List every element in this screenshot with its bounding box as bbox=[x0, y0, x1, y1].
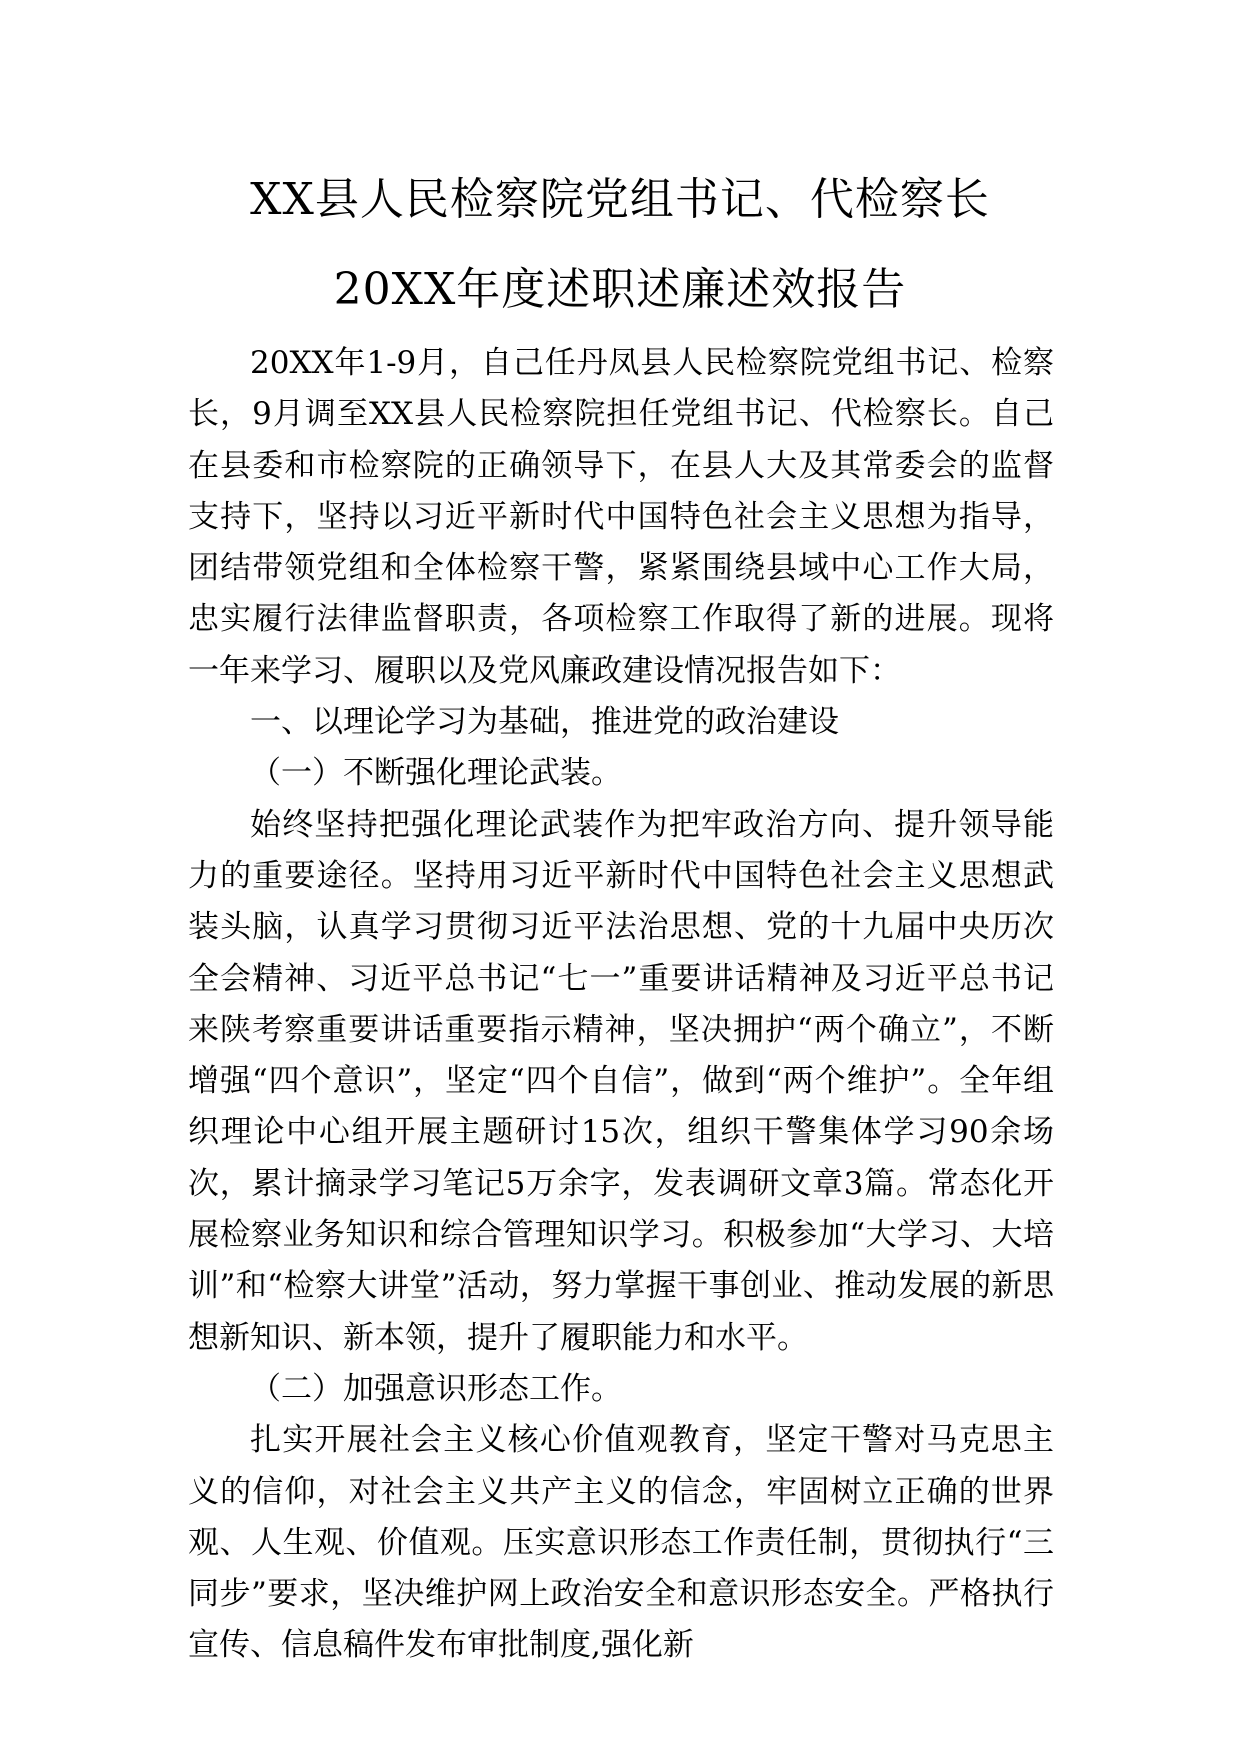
subsection-heading-2: （二）加强意识形态工作。 bbox=[250, 1370, 622, 1407]
document-title-line-2: 20XX年度述职述廉述效报告 bbox=[333, 264, 907, 315]
paragraph-ideology-work: 扎实开展社会主义核心价值观教育，坚定干警对马克思主义的信仰，对社会主义共产主义的信念，牢固树立正确的世界观、人生观、价值观。压实意识形态工作责任制，贯彻执行“三同步”要求，坚决维护网上政治安全和意识形态安全。严格执行宣传、信息稿件发布审批制度,强化新 bbox=[188, 1422, 1054, 1664]
paragraph-intro: 20XX年1-9月，自己任丹凤县人民检察院党组书记、检察长，9月调至XX县人民检察院担任党组书记、代检察长。自己在县委和市检察院的正确领导下，在县人大及其常委会的监督支持下，坚持以习近平新时代中国特色社会主义思想为指导，团结带领党组和全体检察干警，紧紧围绕县域中心工作大局，忠实履行法律监督职责，各项检察工作取得了新的进展。现将一年来学习、履职以及党风廉政建设情况报告如下： bbox=[188, 345, 1054, 689]
document-body bbox=[188, 338, 1054, 1672]
paragraph-theory-study: 始终坚持把强化理论武装作为把牢政治方向、提升领导能力的重要途径。坚持用习近平新时代中国特色社会主义思想武装头脑，认真学习贯彻习近平法治思想、党的十九届中央历次全会精神、习近平总书记“七一”重要讲话精神及习近平总书记来陕考察重要讲话重要指示精神，坚决拥护“两个确立”，不断增强“四个意识”，坚定“四个自信”，做到“两个维护”。全年组织理论中心组开展主题研讨15次，组织干警集体学习90余场次，累计摘录学习笔记5万余字，发表调研文章3篇。常态化开展检察业务知识和综合管理知识学习。积极参加“大学习、大培训”和“检察大讲堂”活动，努力掌握干事创业、推动发展的新思想新知识、新本领，提升了履职能力和水平。 bbox=[188, 806, 1054, 1356]
subsection-heading-1: （一）不断强化理论武装。 bbox=[250, 755, 622, 792]
section-heading-1: 一、以理论学习为基础，推进党的政治建设 bbox=[250, 704, 839, 741]
document-title-line-1: XX县人民检察院党组书记、代检察长 bbox=[250, 174, 990, 225]
